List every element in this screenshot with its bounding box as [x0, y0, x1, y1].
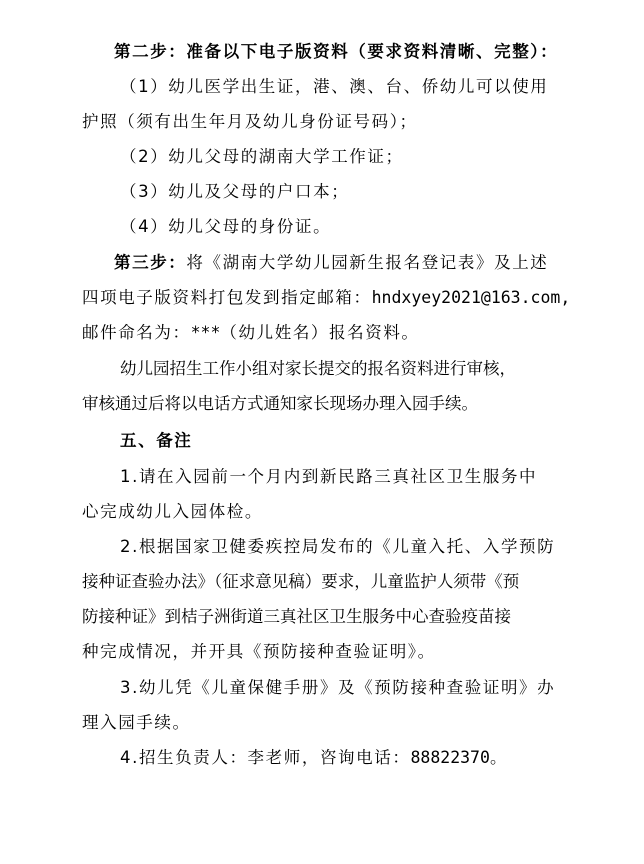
- step3-line1: [114, 252, 548, 274]
- note4-prefix: 4.招生负责人：李老师，咨询电话：: [120, 748, 411, 767]
- note2-line4: 种完成情况，并开具《预防接种查验证明》。: [82, 642, 436, 661]
- step3-line3-code: ***: [190, 323, 221, 342]
- note2-line3: 防接种证》到桔子洲街道三真社区卫生服务中心查验疫苗接: [82, 607, 511, 626]
- step3-line1-text: 将《湖南大学幼儿园新生报名登记表》及上述: [186, 253, 549, 272]
- step2-item3: （3）幼儿及父母的户口本；: [120, 182, 350, 201]
- note4-line: [120, 747, 508, 769]
- review-line2: 审核通过后将以电话方式通知家长现场办理入园手续。: [82, 394, 478, 413]
- note3-line1: 3.幼儿凭《儿童保健手册》及《预防接种查验证明》办: [120, 678, 556, 697]
- step3-line3: [82, 322, 420, 344]
- review-line1: 幼儿园招生工作小组对家长提交的报名资料进行审核，: [120, 359, 516, 378]
- notes-heading: 五、备注: [120, 431, 193, 450]
- step2-item4: （4）幼儿父母的身份证。: [120, 217, 332, 236]
- note2-line1: 2.根据国家卫健委疾控局发布的《儿童入托、入学预防: [120, 537, 556, 556]
- note1-line1: 1.请在入园前一个月内到新民路三真社区卫生服务中: [120, 467, 538, 486]
- email-address[interactable]: hndxyey2021@163.com,: [371, 288, 571, 307]
- step2-item1-line2: 护照（须有出生年月及幼儿身份证号码）；: [82, 112, 418, 131]
- note3-line2: 理入园手续。: [82, 713, 191, 732]
- step2-heading: 第二步：准备以下电子版资料（要求资料清晰、完整）：: [114, 42, 559, 61]
- step2-item2: （2）幼儿父母的湖南大学工作证；: [120, 147, 404, 166]
- note4-suffix: 。: [489, 748, 509, 767]
- step3-line2-text: 四项电子版资料打包发到指定邮箱：: [82, 288, 372, 307]
- step3-line3-suffix: （幼儿姓名）报名资料。: [220, 323, 420, 342]
- note2-line2: 接种证查验办法》（征求意见稿）要求，儿童监护人须带《预: [82, 572, 520, 591]
- step3-label: 第三步：: [114, 253, 187, 272]
- contact-phone: 88822370: [410, 748, 490, 767]
- step2-item1-line1: （1）幼儿医学出生证，港、澳、台、侨幼儿可以使用: [120, 77, 549, 96]
- step3-line2: [82, 287, 570, 309]
- note1-line2: 心完成幼儿入园体检。: [82, 502, 263, 521]
- step3-line3-prefix: 邮件命名为：: [82, 323, 191, 342]
